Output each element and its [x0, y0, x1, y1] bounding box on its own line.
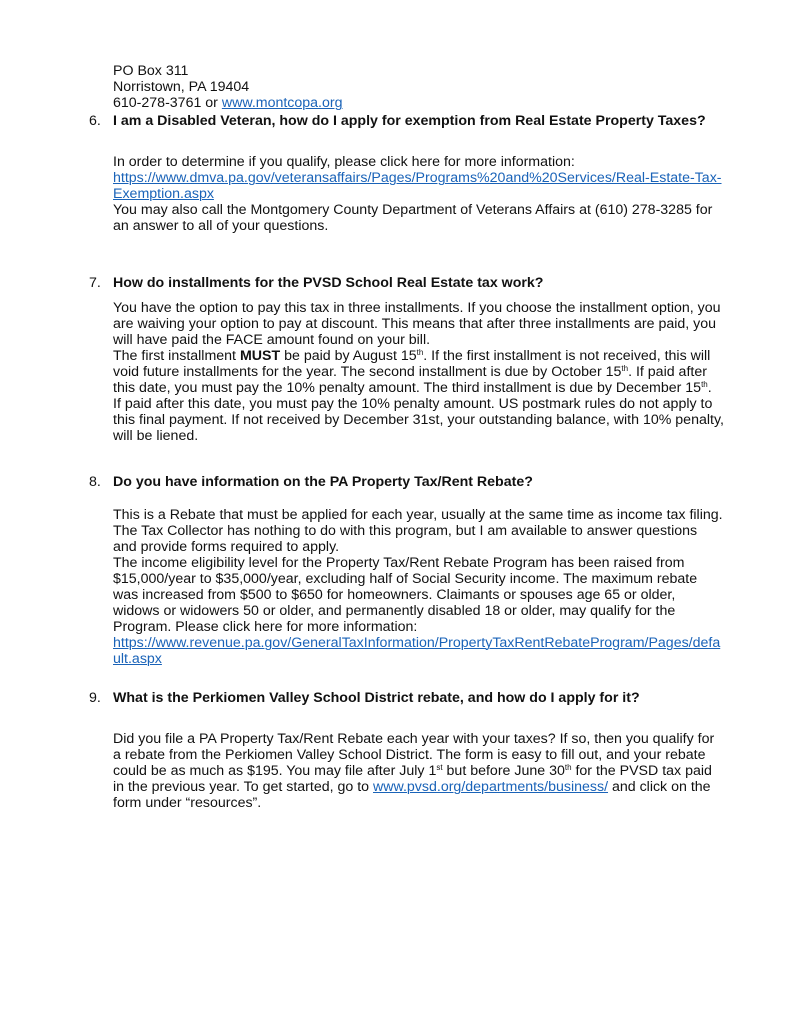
- answer-9-line: form under “resources”.: [113, 795, 262, 811]
- address-po-box: PO Box 311: [113, 63, 189, 79]
- answer-7-line: will be liened.: [113, 428, 199, 444]
- text-run: this date, you must pay the 10% penalty amount. The third installment is due by December 15: [113, 380, 702, 396]
- text-run: The first installment: [113, 348, 240, 364]
- question-8-heading: [89, 474, 749, 490]
- answer-8-line: Program. Please click here for more information:: [113, 619, 418, 635]
- ordinal-suffix: th: [416, 348, 424, 357]
- question-9-heading: [89, 690, 749, 706]
- answer-6-line: You may also call the Montgomery County Department of Veterans Affairs at (610) 278-3285 for: [113, 202, 713, 218]
- revenue-link-line-1[interactable]: https://www.revenue.pa.gov/GeneralTaxInformation/PropertyTaxRentRebateProgram/Pages/defa: [113, 635, 721, 651]
- answer-7-line: [113, 348, 733, 364]
- montcopa-link[interactable]: www.montcopa.org: [221, 95, 343, 111]
- ordinal-suffix: th: [701, 380, 708, 389]
- answer-8-line: The income eligibility level for the Property Tax/Rent Rebate Program has been raised from: [113, 555, 685, 571]
- answer-7-line: You have the option to pay this tax in three installments. If you choose the installment option, you: [113, 300, 721, 316]
- must-emphasis: MUST: [239, 348, 281, 364]
- answer-9-line: [113, 763, 733, 779]
- address-city: Norristown, PA 19404: [113, 79, 250, 95]
- text-run: but before June 30: [442, 763, 565, 779]
- answer-7-line: [113, 380, 733, 396]
- text-run: for the PVSD tax paid: [571, 763, 712, 779]
- question-9-text: What is the Perkiomen Valley School District rebate, and how do I apply for it?: [113, 690, 640, 706]
- ordinal-suffix: st: [436, 763, 443, 772]
- question-6-text: I am a Disabled Veteran, how do I apply for exemption from Real Estate Property Taxes?: [113, 113, 706, 129]
- question-6-heading: [89, 113, 749, 129]
- ordinal-suffix: th: [621, 364, 629, 373]
- answer-7: [113, 300, 733, 444]
- answer-9-line: Did you file a PA Property Tax/Rent Rebate each year with your taxes? If so, then you qualify for: [113, 731, 715, 747]
- dmva-link-line-2[interactable]: Exemption.aspx: [113, 186, 214, 202]
- text-run: . If the first installment is not received, this will: [423, 348, 711, 364]
- answer-9-line: [113, 779, 733, 795]
- question-7-number: 7.: [89, 275, 101, 291]
- answer-6: [113, 154, 733, 234]
- answer-7-line: will have paid the FACE amount found on your bill.: [113, 332, 431, 348]
- question-8-number: 8.: [89, 474, 101, 490]
- text-run: . If paid after: [628, 364, 707, 380]
- text-run: void future installments for the year. The second installment is due by October 15: [113, 364, 622, 380]
- question-6-number: 6.: [89, 113, 101, 129]
- answer-7-line: this final payment. If not received by December 31st, your outstanding balance, with 10% penalty,: [113, 412, 724, 428]
- text-run: in the previous year. To get started, go to: [113, 779, 374, 795]
- pvsd-business-link[interactable]: www.pvsd.org/departments/business/: [373, 779, 609, 795]
- answer-6-line: an answer to all of your questions.: [113, 218, 329, 234]
- text-run: could be as much as $195. You may file after July 1: [113, 763, 437, 779]
- answer-9: [113, 731, 733, 811]
- answer-8-line: and provide forms required to apply.: [113, 539, 340, 555]
- answer-7-line: If paid after this date, you must pay the 10% penalty amount. US postmark rules do not apply to: [113, 396, 713, 412]
- answer-8-line: was increased from $500 to $650 for homeowners. Claimants or spouses age 65 or older,: [113, 587, 676, 603]
- question-7-heading: [89, 275, 749, 291]
- answer-8-line: widows or widowers 50 or older, and permanently disabled 18 or older, may qualify for the: [113, 603, 676, 619]
- answer-8: [113, 507, 733, 667]
- answer-8-line: $15,000/year to $35,000/year, excluding half of Social Security income. The maximum rebate: [113, 571, 698, 587]
- address-phone: 610-278-3761 or: [113, 95, 222, 111]
- answer-8-line: The Tax Collector has nothing to do with this program, but I am available to answer questions: [113, 523, 698, 539]
- question-8-text: Do you have information on the PA Property Tax/Rent Rebate?: [113, 474, 533, 490]
- answer-7-line: [113, 364, 733, 380]
- question-9-number: 9.: [89, 690, 101, 706]
- text-run: and click on the: [608, 779, 711, 795]
- dmva-link-line-1[interactable]: https://www.dmva.pa.gov/veteransaffairs/Pages/Programs%20and%20Services/Real-Estate-Tax-: [113, 170, 722, 186]
- question-7-text: How do installments for the PVSD School Real Estate tax work?: [113, 275, 544, 291]
- answer-8-line: This is a Rebate that must be applied for each year, usually at the same time as income tax filing.: [113, 507, 723, 523]
- address-block: [113, 63, 733, 111]
- answer-7-line: are waiving your option to pay at discount. This means that after three installments are paid, you: [113, 316, 717, 332]
- text-run: be paid by August 15: [280, 348, 417, 364]
- answer-9-line: a rebate from the Perkiomen Valley School District. The form is easy to fill out, and your rebate: [113, 747, 706, 763]
- text-run: .: [707, 380, 712, 396]
- address-phone-line: [113, 95, 733, 111]
- revenue-link-line-2[interactable]: ult.aspx: [113, 651, 162, 667]
- ordinal-suffix: th: [564, 763, 572, 772]
- answer-6-line: In order to determine if you qualify, please click here for more information:: [113, 154, 575, 170]
